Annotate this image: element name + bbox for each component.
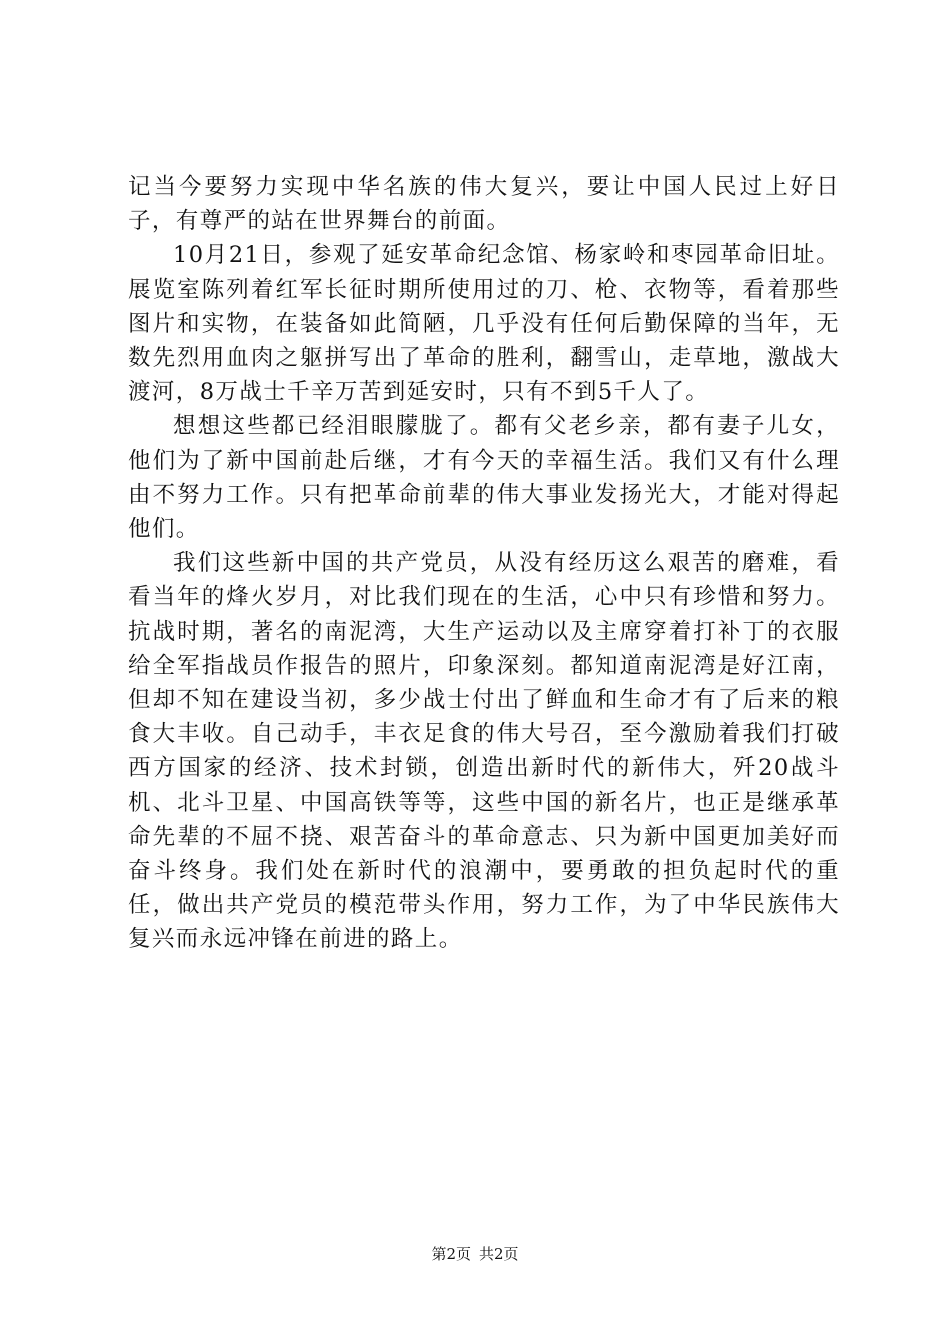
page-number: 第2页	[431, 1245, 471, 1263]
paragraph-3: 想想这些都已经泪眼朦胧了。都有父老乡亲，都有妻子儿女，他们为了新中国前赴后继，才有今天的幸福生活。我们又有什么理由不努力工作。只有把革命前辈的伟大事业发扬光大，才能对得起他们。	[128, 413, 840, 543]
page-total: 共2页	[479, 1245, 519, 1263]
page-footer	[0, 1244, 950, 1264]
paragraph-4: 我们这些新中国的共产党员，从没有经历这么艰苦的磨难，看看当年的烽火岁月，对比我们现在的生活，心中只有珍惜和努力。抗战时期，著名的南泥湾，大生产运动以及主席穿着打补丁的衣服给全军指战员作报告的照片，印象深刻。都知道南泥湾是好江南，但却不知在建设当初，多少战士付出了鲜血和生命才有了后来的粮食大丰收。自己动手，丰衣足食的伟大号召，至今激励着我们打破西方国家的经济、技术封锁，创造出新时代的新伟大，歼20战斗机、北斗卫星、中国高铁等等，这些中国的新名片，也正是继承革命先辈的不屈不挠、艰苦奋斗的革命意志、只为新中国更加美好而奋斗终身。我们处在新时代的浪潮中，要勇敢的担负起时代的重任，做出共产党员的模范带头作用，努力工作，为了中华民族伟大复兴而永远冲锋在前进的路上。	[128, 550, 840, 953]
paragraph-1: 记当今要努力实现中华名族的伟大复兴，要让中国人民过上好日子，有尊严的站在世界舞台的前面。	[128, 174, 840, 235]
paragraph-2: 10月21日，参观了延安革命纪念馆、杨家岭和枣园革命旧址。展览室陈列着红军长征时期所使用过的刀、枪、衣物等，看着那些图片和实物，在装备如此简陋，几乎没有任何后勤保障的当年，无数先烈用血肉之躯拼写出了革命的胜利，翻雪山，走草地，激战大渡河，8万战士千辛万苦到延安时，只有不到5千人了。	[128, 242, 840, 406]
document-body	[128, 170, 840, 957]
